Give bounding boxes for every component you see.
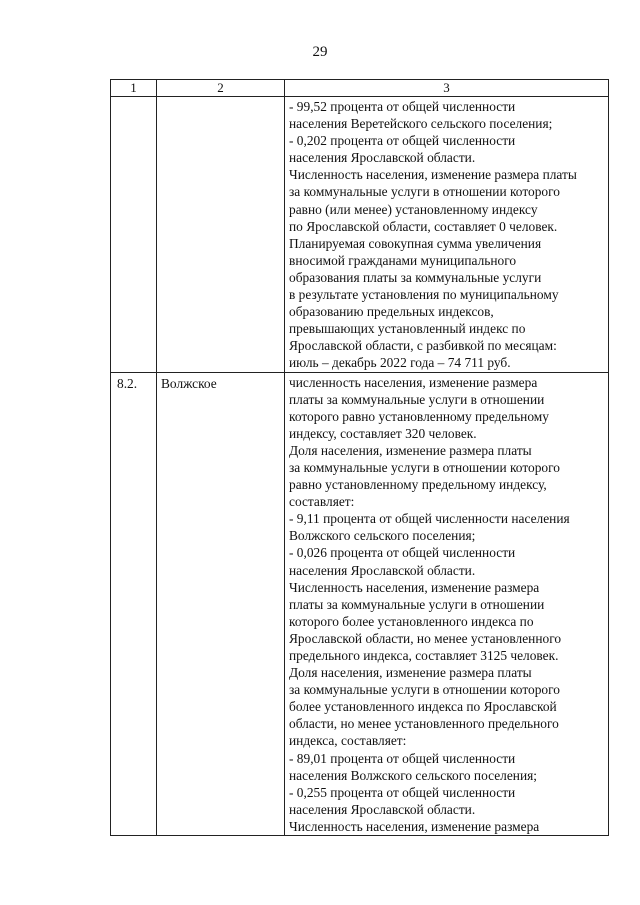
text-line: составляет: <box>289 494 355 510</box>
text-line: - 99,52 процента от общей численности <box>289 99 516 114</box>
text-line: предельного индекса, составляет 3125 человек. <box>289 648 559 663</box>
text-line: за коммунальные услуги в отношении которого <box>289 459 560 475</box>
text-line: Численность населения, изменение размера <box>289 579 540 595</box>
text-line: населения Веретейского сельского поселения; <box>289 116 553 132</box>
text-line: Численность населения, изменение размера платы <box>289 167 577 183</box>
row-description <box>285 97 609 373</box>
text-line: которого более установленного индекса по <box>289 613 534 629</box>
text-line: в результате установления по муниципальному <box>289 287 559 303</box>
text-line: населения Ярославской области. <box>289 562 476 578</box>
row-municipality <box>157 97 285 373</box>
text-line: июль – декабрь 2022 года – 74 711 руб. <box>289 355 511 371</box>
text-line: за коммунальные услуги в отношении которого <box>289 682 560 698</box>
text-line: которого равно установленному предельному <box>289 408 549 424</box>
text-line: более установленного индекса по Ярославской <box>289 699 557 715</box>
row-municipality: Волжское <box>157 372 285 836</box>
text-line: - 0,202 процента от общей численности <box>289 133 516 149</box>
text-line: платы за коммунальные услуги в отношении <box>289 391 545 407</box>
text-line: - 9,11 процента от общей численности населения <box>289 511 570 527</box>
text-line: Волжского сельского поселения; <box>289 528 476 544</box>
data-table <box>110 79 609 836</box>
text-line: Ярославской области, но менее установленного <box>289 630 562 646</box>
text-line: платы за коммунальные услуги в отношении <box>289 596 545 612</box>
text-line: Ярославской области, с разбивкой по месяцам: <box>289 338 557 354</box>
text-line: Доля населения, изменение размера платы <box>289 442 532 458</box>
text-line: превышающих установленный индекс по <box>289 321 526 337</box>
text-line: образования платы за коммунальные услуги <box>289 269 542 285</box>
text-line: - 89,01 процента от общей численности <box>289 750 516 766</box>
text-line: равно (или менее) установленному индексу <box>289 201 538 217</box>
table-row <box>111 372 609 836</box>
text-line: Численность населения, изменение размера <box>289 818 540 834</box>
text-line: индексу, составляет 320 человек. <box>289 425 477 441</box>
text-line: - 0,026 процента от общей численности <box>289 545 516 561</box>
header-col-1: 1 <box>111 80 157 97</box>
page-number: 29 <box>312 44 328 60</box>
text-line: индекса, составляет: <box>289 733 407 749</box>
text-line: населения Волжского сельского поселения; <box>289 767 538 783</box>
text-line: населения Ярославской области. <box>289 150 476 166</box>
text-line: вносимой гражданами муниципального <box>289 252 517 268</box>
row-description <box>285 372 609 836</box>
table-header-row <box>111 80 609 97</box>
text-line: численность населения, изменение размера <box>289 374 538 390</box>
text-line: населения Ярославской области. <box>289 801 476 817</box>
text-line: равно установленному предельному индексу, <box>289 477 547 493</box>
header-col-3: 3 <box>285 80 609 97</box>
text-line: по Ярославской области, составляет 0 человек. <box>289 218 558 234</box>
table-row <box>111 97 609 373</box>
header-col-2: 2 <box>157 80 285 97</box>
row-number: 8.2. <box>111 372 157 836</box>
text-line: Планируемая совокупная сумма увеличения <box>289 235 542 251</box>
text-line: - 0,255 процента от общей численности <box>289 784 516 800</box>
row-number <box>111 97 157 373</box>
text-line: области, но менее установленного предельного <box>289 716 559 732</box>
text-line: за коммунальные услуги в отношении которого <box>289 184 560 200</box>
text-line: Доля населения, изменение размера платы <box>289 665 532 681</box>
text-line: образованию предельных индексов, <box>289 304 494 320</box>
